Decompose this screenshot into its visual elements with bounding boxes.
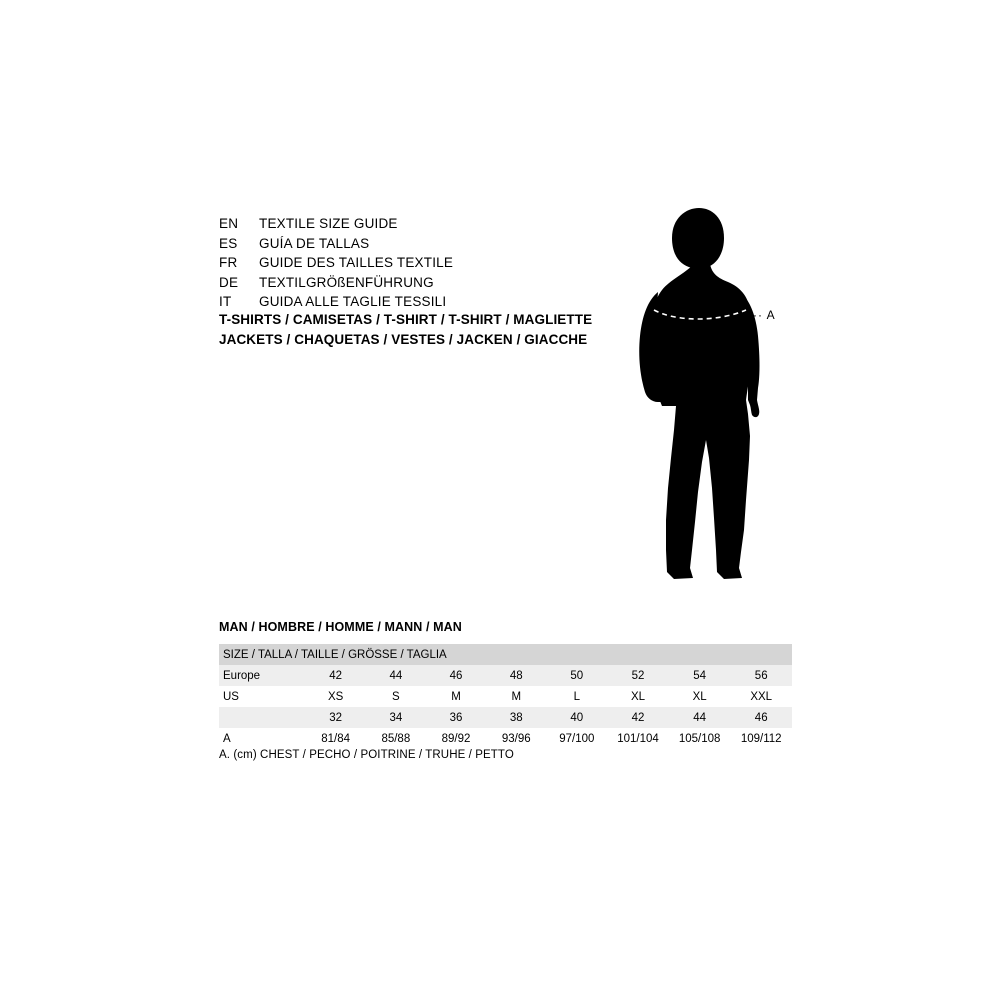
table-header-label: SIZE / TALLA / TAILLE / GRÖSSE / TAGLIA [219, 644, 792, 665]
language-row [219, 292, 639, 312]
table-cell: 42 [607, 707, 669, 728]
table-cell: 52 [607, 665, 669, 686]
table-footnote: A. (cm) CHEST / PECHO / POITRINE / TRUHE / PETTO [219, 749, 514, 761]
row-label [219, 707, 306, 728]
language-row [219, 214, 639, 234]
table-cell: 93/96 [486, 728, 546, 749]
language-code: FR [219, 255, 238, 270]
row-label: A [219, 728, 306, 749]
language-title: GUIDE DES TAILLES TEXTILE [259, 255, 454, 270]
language-code: EN [219, 216, 239, 231]
language-row [219, 253, 639, 273]
table-row [219, 686, 792, 707]
language-title: GUIDA ALLE TAGLIE TESSILI [259, 294, 447, 309]
table-cell: 46 [730, 707, 792, 728]
table-cell: 56 [730, 665, 792, 686]
table-cell: 81/84 [306, 728, 366, 749]
language-title: GUÍA DE TALLAS [259, 235, 370, 251]
table-cell: 44 [366, 665, 426, 686]
male-silhouette-figure [600, 200, 830, 600]
table-row [219, 728, 792, 749]
table-cell: 97/100 [546, 728, 607, 749]
table-cell: 48 [486, 665, 546, 686]
size-table [219, 644, 792, 749]
table-cell: 36 [426, 707, 486, 728]
table-cell: 40 [546, 707, 607, 728]
table-cell: 89/92 [426, 728, 486, 749]
table-header-row [219, 644, 792, 665]
language-row [219, 273, 639, 293]
table-cell: XS [306, 686, 366, 707]
language-row [219, 234, 639, 254]
table-row [219, 665, 792, 686]
table-cell: L [546, 686, 607, 707]
table-row [219, 707, 792, 728]
language-title: TEXTILE SIZE GUIDE [259, 216, 398, 231]
garment-categories [219, 310, 592, 349]
table-cell: 101/104 [607, 728, 669, 749]
table-cell: 44 [669, 707, 731, 728]
chest-measure-label [748, 308, 776, 322]
table-cell: XXL [730, 686, 792, 707]
table-cell: 109/112 [730, 728, 792, 749]
table-title: MAN / HOMBRE / HOMME / MANN / MAN [219, 620, 462, 634]
table-cell: 85/88 [366, 728, 426, 749]
table-cell: M [486, 686, 546, 707]
category-tshirts: T-SHIRTS / CAMISETAS / T-SHIRT / T-SHIRT / MAGLIETTE [219, 312, 593, 327]
row-label: Europe [219, 665, 306, 686]
language-code: IT [219, 294, 232, 309]
marker-dots: ··· [748, 308, 763, 322]
table-cell: 46 [426, 665, 486, 686]
marker-letter: A [766, 308, 776, 322]
language-code: ES [219, 235, 238, 251]
language-title: TEXTILGRÖßENFÜHRUNG [259, 274, 434, 290]
table-cell: XL [669, 686, 731, 707]
table-cell: 34 [366, 707, 426, 728]
table-cell: 105/108 [669, 728, 731, 749]
table-cell: 38 [486, 707, 546, 728]
table-cell: 42 [306, 665, 366, 686]
language-code: DE [219, 274, 239, 290]
table-cell: 54 [669, 665, 731, 686]
language-list [219, 214, 639, 312]
category-jackets: JACKETS / CHAQUETAS / VESTES / JACKEN / GIACCHE [219, 331, 588, 347]
table-cell: 50 [546, 665, 607, 686]
table-cell: XL [607, 686, 669, 707]
table-cell: M [426, 686, 486, 707]
row-label: US [219, 686, 306, 707]
table-cell: S [366, 686, 426, 707]
table-cell: 32 [306, 707, 366, 728]
